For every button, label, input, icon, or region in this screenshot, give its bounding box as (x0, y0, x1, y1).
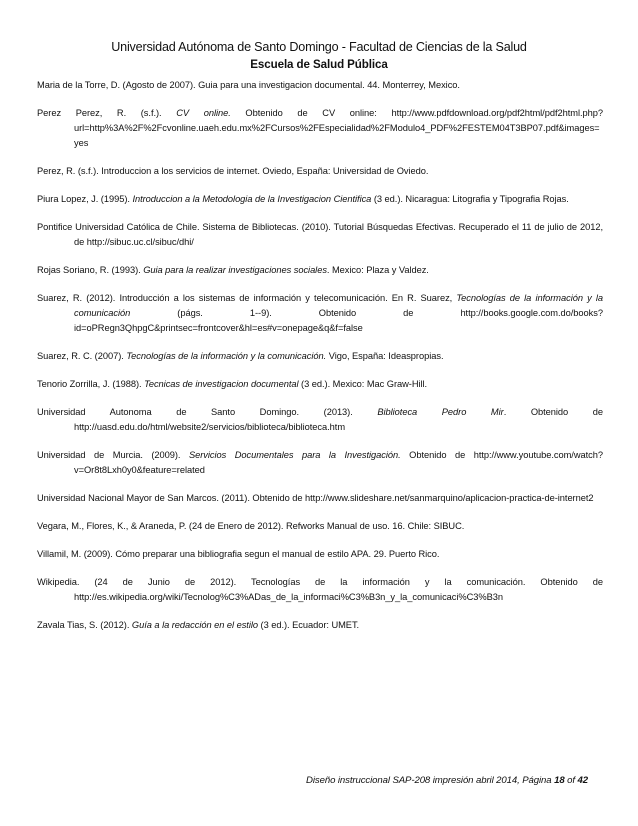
reference-text: Vegara, M., Flores, K., & Araneda, P. (24 de Enero de 2012). Refworks Manual de uso. 16. Chile: SIBUC. (37, 521, 465, 531)
reference-text: Universidad Nacional Mayor de San Marcos. (2011). Obtenido de http://www.slideshare.net/sanmarquino/aplicacion-practica-de-internet2 (37, 493, 594, 503)
reference-title: Tecnologías de la información y la comunicación (74, 293, 603, 318)
reference-text: (3 ed.). Nicaragua: Litografia y Tipografia Rojas. (371, 194, 569, 204)
reference-entry (37, 547, 603, 562)
reference-text: Villamil, M. (2009). Cómo preparar una bibliografia segun el manual de estilo APA. 29. Puerto Rico. (37, 549, 440, 559)
header-school: Escuela de Salud Pública (250, 58, 388, 71)
reference-entry (37, 106, 603, 151)
reference-text: Obtenido de CV online: http://www.pdfdownload.org/pdf2html/pdf2html.php?url=http%3A%2F%2Fcvonline.uaeh.edu.mx%2FCursos%2FEspecialidad%2FModulo4_PDF%2FESTEM04T3BP07.pdf&images=yes (74, 108, 603, 148)
reference-entry (37, 220, 603, 250)
reference-entry (37, 491, 603, 506)
page-header (0, 40, 638, 72)
reference-text: (págs. 1--9). Obtenido de http://books.google.com.do/books?id=oPRegn3QhpgC&printsec=frontcover&hl=es#v=onepage&q&f=false (74, 308, 603, 333)
footer-text: of (564, 775, 578, 786)
reference-title: CV online. (176, 108, 231, 118)
reference-entry (37, 291, 603, 336)
reference-text: Perez Perez, R. (s.f.). (37, 108, 177, 118)
reference-text: Universidad Autonoma de Santo Domingo. (2013). (37, 407, 378, 417)
reference-title: Guia para la realizar investigaciones sociales (143, 265, 327, 275)
reference-text: . Mexico: Plaza y Valdez. (326, 265, 429, 275)
reference-entry (37, 618, 603, 633)
reference-title: Tecnologías de la información y la comunicación. (126, 351, 327, 361)
footer-page-number: 18 (554, 775, 565, 786)
reference-list (37, 78, 603, 646)
reference-text: Zavala Tias, S. (2012). (37, 620, 132, 630)
reference-text: Suarez, R. (2012). Introducción a los sistemas de información y telecomunicación. En R. Suarez, (37, 293, 457, 303)
reference-title: Servicios Documentales para la Investigación. (188, 450, 401, 460)
reference-title: Guía a la redacción en el estilo (131, 620, 258, 630)
reference-text: Vigo, España: Ideaspropias. (326, 351, 444, 361)
reference-title: Tecnicas de investigacion documental (144, 379, 299, 389)
reference-text: . Obtenido de http://uasd.edu.do/html/website2/servicios/biblioteca/biblioteca.htm (74, 407, 603, 432)
reference-entry (37, 519, 603, 534)
footer-text: Diseño instruccional SAP-208 impresión abril 2014, Página (306, 775, 555, 786)
reference-text: Obtenido de http://www.youtube.com/watch?v=Or8t8Lxh0y0&feature=related (74, 450, 603, 475)
reference-text: Tenorio Zorrilla, J. (1988). (37, 379, 145, 389)
reference-title: Biblioteca Pedro Mir (377, 407, 504, 417)
reference-title: Introduccion a la Metodologia de la Investigacion Cientifica (132, 194, 372, 204)
reference-entry (37, 263, 603, 278)
reference-entry (37, 405, 603, 435)
reference-entry (37, 349, 603, 364)
header-university: Universidad Autónoma de Santo Domingo - Facultad de Ciencias de la Salud (111, 40, 527, 54)
page-footer (0, 775, 588, 786)
reference-entry (37, 377, 603, 392)
reference-text: Suarez, R. C. (2007). (37, 351, 127, 361)
reference-text: (3 ed.). Ecuador: UMET. (257, 620, 360, 630)
footer-page-total: 42 (577, 775, 588, 786)
reference-text: Perez, R. (s.f.). Introduccion a los servicios de internet. Oviedo, España: Universidad de Oviedo. (37, 166, 429, 176)
reference-text: (3 ed.). Mexico: Mac Graw-Hill. (298, 379, 428, 389)
reference-entry (37, 192, 603, 207)
reference-entry (37, 164, 603, 179)
reference-text: Wikipedia. (24 de Junio de 2012). Tecnologías de la información y la comunicación. Obtenido de http://es.wikipedia.org/wiki/Tecnolog%C3%ADas_de_la_informaci%C3%B3n_y_la_comunicaci%C3%B3n (37, 577, 603, 602)
reference-text: Pontifice Universidad Católica de Chile. Sistema de Bibliotecas. (2010). Tutorial Búsquedas Efectivas. Recuperado el 11 de julio de 2012, de http://sibuc.uc.cl/sibuc/dhi/ (37, 222, 603, 247)
reference-entry (37, 575, 603, 605)
reference-text: Maria de la Torre, D. (Agosto de 2007). Guia para una investigacion documental. 44. Monterrey, Mexico. (37, 80, 460, 90)
reference-text: Universidad de Murcia. (2009). (37, 450, 189, 460)
reference-entry (37, 448, 603, 478)
reference-entry (37, 78, 603, 93)
reference-text: Rojas Soriano, R. (1993). (37, 265, 144, 275)
reference-text: Piura Lopez, J. (1995). (37, 194, 133, 204)
